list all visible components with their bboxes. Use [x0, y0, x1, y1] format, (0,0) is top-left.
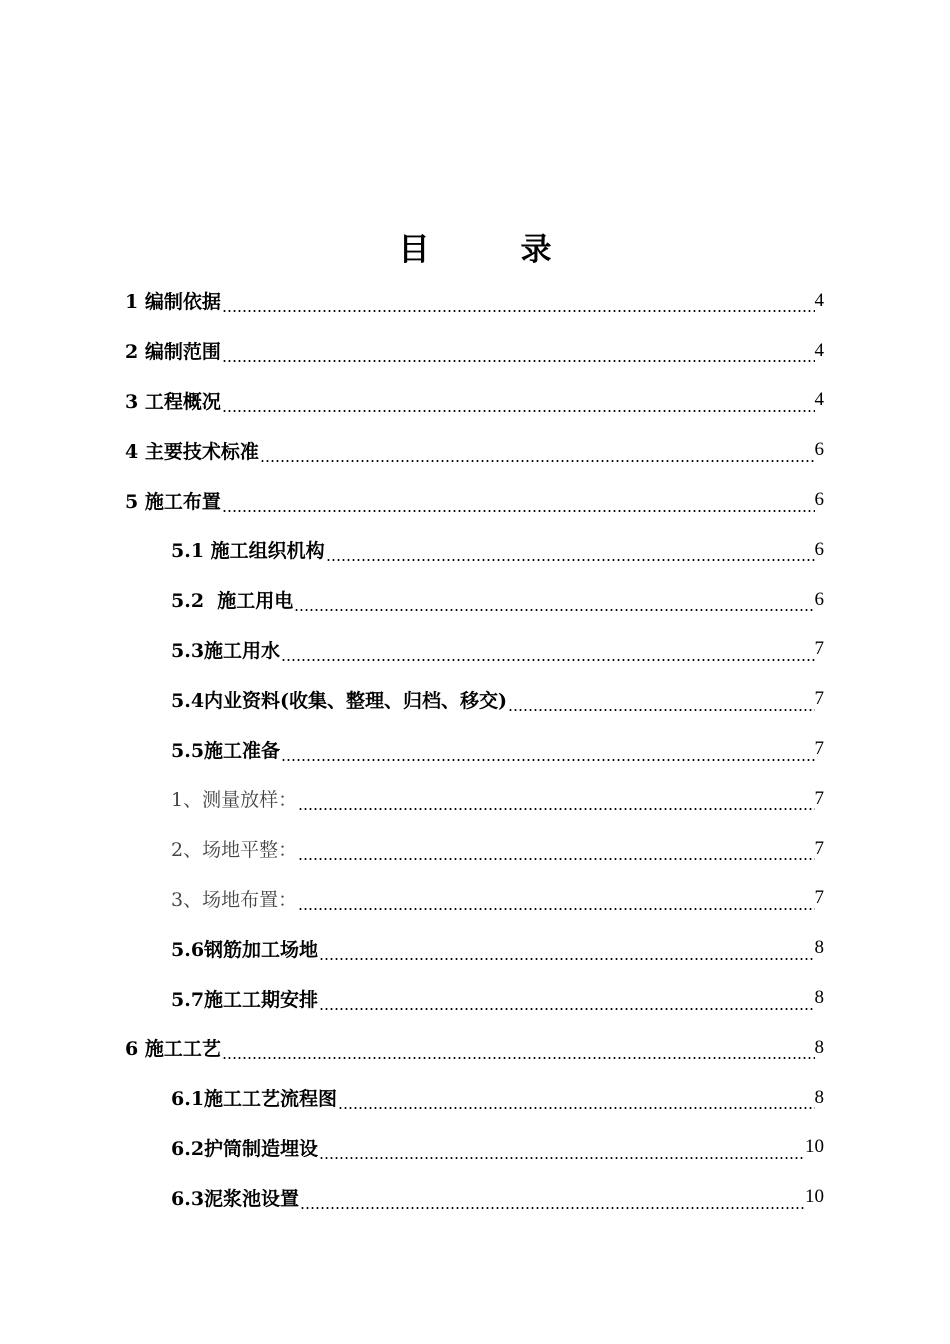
toc-entry-page: 4: [814, 289, 824, 311]
dot-leader: [281, 743, 814, 762]
toc-entry[interactable]: [0, 575, 950, 625]
dot-leader: [222, 294, 815, 313]
toc-entry[interactable]: [0, 276, 950, 326]
toc-entry[interactable]: [0, 973, 950, 1023]
toc-entry-label: 3、场地布置：: [171, 888, 298, 911]
toc-entry-page: 8: [814, 937, 824, 959]
toc-entry-label: 4 主要技术标准: [125, 440, 259, 463]
toc-entry-page: 6: [814, 439, 824, 461]
toc-entry-label: 2、场地平整：: [171, 839, 298, 862]
toc-entry-label: 1 编制依据: [125, 291, 221, 314]
toc-entry-label: 5.4内业资料(收集、整理、归档、移交): [171, 689, 508, 712]
toc-entry-page: 10: [805, 1186, 824, 1208]
toc-entry-label: 6.1施工工艺流程图: [171, 1088, 338, 1111]
toc-entry[interactable]: [0, 326, 950, 376]
toc-entry-page: 8: [814, 987, 824, 1009]
toc-entry-label: 5.6钢筋加工场地: [171, 938, 319, 961]
dot-leader: [508, 693, 814, 712]
dot-leader: [300, 1191, 805, 1210]
dot-leader: [338, 1091, 814, 1110]
toc-entry-label: 5.5施工准备: [171, 739, 281, 762]
toc-entry-label: 1、测量放样：: [171, 789, 298, 812]
toc-entry[interactable]: [0, 1073, 950, 1123]
toc-entry-label: 5.2 施工用电: [171, 590, 294, 613]
dot-leader: [298, 842, 814, 861]
toc-entry-label: 3 工程概况: [125, 390, 221, 413]
toc-entry[interactable]: [0, 674, 950, 724]
toc-entry[interactable]: [0, 1023, 950, 1073]
toc-entry-label: 5 施工布置: [125, 490, 221, 513]
dot-leader: [319, 992, 814, 1011]
toc-entry[interactable]: [0, 774, 950, 824]
toc-list: [0, 276, 950, 1222]
toc-entry-page: 7: [814, 887, 824, 909]
toc-entry-label: 6.3泥浆池设置: [171, 1187, 300, 1210]
toc-entry-page: 6: [814, 588, 824, 610]
toc-entry-label: 6 施工工艺: [125, 1038, 221, 1061]
dot-leader: [294, 593, 814, 612]
toc-entry[interactable]: [0, 923, 950, 973]
dot-leader: [222, 1041, 815, 1060]
toc-entry[interactable]: [0, 525, 950, 575]
dot-leader: [222, 344, 815, 363]
dot-leader: [281, 643, 814, 662]
toc-entry-label: 5.7施工工期安排: [171, 988, 319, 1011]
toc-entry[interactable]: [0, 874, 950, 924]
dot-leader: [260, 444, 815, 463]
toc-entry-page: 4: [814, 389, 824, 411]
dot-leader: [319, 942, 814, 961]
toc-entry-page: 7: [814, 638, 824, 660]
toc-entry-page: 7: [814, 787, 824, 809]
dot-leader: [222, 494, 815, 513]
toc-entry-label: 5.3施工用水: [171, 639, 281, 662]
toc-entry-page: 8: [814, 1086, 824, 1108]
toc-entry-page: 6: [814, 489, 824, 511]
toc-entry-label: 6.2护筒制造埋设: [171, 1137, 319, 1160]
dot-leader: [319, 1141, 805, 1160]
toc-title: 目 录: [398, 232, 582, 268]
toc-entry-page: 6: [814, 538, 824, 560]
dot-leader: [222, 394, 815, 413]
toc-entry-page: 8: [814, 1036, 824, 1058]
toc-entry-label: 5.1 施工组织机构: [171, 540, 325, 563]
dot-leader: [326, 543, 815, 562]
toc-entry-page: 7: [814, 688, 824, 710]
toc-entry-page: 7: [814, 837, 824, 859]
toc-entry-label: 2 编制范围: [125, 341, 221, 364]
toc-entry[interactable]: [0, 475, 950, 525]
toc-entry-page: 4: [814, 339, 824, 361]
dot-leader: [298, 892, 814, 911]
toc-entry[interactable]: [0, 1172, 950, 1222]
toc-entry-page: 7: [814, 738, 824, 760]
dot-leader: [298, 792, 814, 811]
toc-entry[interactable]: [0, 824, 950, 874]
toc-entry[interactable]: [0, 1123, 950, 1173]
toc-entry[interactable]: [0, 724, 950, 774]
toc-entry[interactable]: [0, 376, 950, 426]
toc-entry-page: 10: [805, 1136, 824, 1158]
toc-entry[interactable]: [0, 625, 950, 675]
toc-entry[interactable]: [0, 425, 950, 475]
